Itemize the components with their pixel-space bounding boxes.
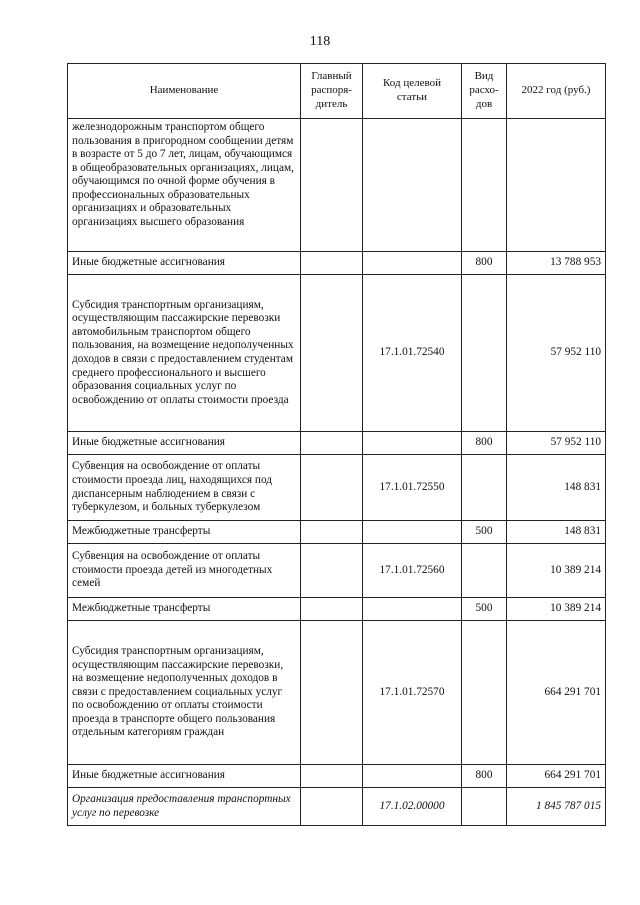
table-row bbox=[68, 119, 606, 252]
row-name: Межбюджетные трансферты bbox=[68, 598, 301, 621]
table-row bbox=[68, 621, 606, 765]
row-amount: 10 389 214 bbox=[507, 598, 606, 621]
table-row bbox=[68, 788, 606, 826]
row-expense-type bbox=[462, 455, 507, 521]
row-manager bbox=[301, 275, 363, 432]
row-expense-type bbox=[462, 621, 507, 765]
table-row bbox=[68, 432, 606, 455]
row-name: Иные бюджетные ассигнования bbox=[68, 765, 301, 788]
row-name: Организация предоставления транспортных услуг по перевозке bbox=[68, 788, 301, 826]
row-amount bbox=[507, 119, 606, 252]
row-name: Субсидия транспортным организациям, осуществляющим пассажирские перевозки автомобильным транспортом общего пользования, на возмещение недополученных доходов в связи с предоставлением студентам среднего профессионального и высшего образования социальных услуг по освобождению от оплаты стоимости проезда bbox=[68, 275, 301, 432]
row-manager bbox=[301, 119, 363, 252]
budget-table bbox=[67, 63, 606, 826]
row-amount: 57 952 110 bbox=[507, 275, 606, 432]
row-name: Субсидия транспортным организациям, осуществляющим пассажирские перевозки, на возмещение недополученных доходов в связи с предоставлением социальных услуг по освобождению от оплаты стоимости проезда в транспорте общего пользования отдельным категориям граждан bbox=[68, 621, 301, 765]
table-row bbox=[68, 252, 606, 275]
row-expense-type: 500 bbox=[462, 521, 507, 544]
header-expense-type: Вид расхо-дов bbox=[462, 64, 507, 119]
row-manager bbox=[301, 765, 363, 788]
table-row bbox=[68, 544, 606, 598]
row-name: Субвенция на освобождение от оплаты стоимости проезда детей из многодетных семей bbox=[68, 544, 301, 598]
table-row bbox=[68, 598, 606, 621]
row-manager bbox=[301, 621, 363, 765]
row-amount: 664 291 701 bbox=[507, 621, 606, 765]
table-row bbox=[68, 455, 606, 521]
row-code: 17.1.01.72570 bbox=[363, 621, 462, 765]
table-header-row bbox=[68, 64, 606, 119]
row-name: Иные бюджетные ассигнования bbox=[68, 432, 301, 455]
row-expense-type: 500 bbox=[462, 598, 507, 621]
header-year: 2022 год (руб.) bbox=[507, 64, 606, 119]
row-amount: 664 291 701 bbox=[507, 765, 606, 788]
row-expense-type bbox=[462, 544, 507, 598]
row-code bbox=[363, 521, 462, 544]
row-code bbox=[363, 119, 462, 252]
row-amount: 13 788 953 bbox=[507, 252, 606, 275]
table-row bbox=[68, 275, 606, 432]
page-number: 118 bbox=[309, 34, 331, 49]
row-amount: 57 952 110 bbox=[507, 432, 606, 455]
row-code: 17.1.01.72560 bbox=[363, 544, 462, 598]
header-code: Код целевой статьи bbox=[363, 64, 462, 119]
row-manager bbox=[301, 521, 363, 544]
row-amount: 10 389 214 bbox=[507, 544, 606, 598]
header-name: Наименование bbox=[68, 64, 301, 119]
row-name: Иные бюджетные ассигнования bbox=[68, 252, 301, 275]
row-name: железнодорожным транспортом общего пользования в пригородном сообщении детям в возрасте от 5 до 7 лет, лицам, обучающимся в общеобразовательных организациях, лицам, обучающимся по очной форме обучения в профессиональных образовательных организациях и образовательных организациях высшего образования bbox=[68, 119, 301, 252]
row-manager bbox=[301, 788, 363, 826]
row-amount: 148 831 bbox=[507, 521, 606, 544]
row-expense-type: 800 bbox=[462, 765, 507, 788]
row-expense-type bbox=[462, 119, 507, 252]
row-code bbox=[363, 598, 462, 621]
row-manager bbox=[301, 544, 363, 598]
row-code bbox=[363, 252, 462, 275]
row-expense-type bbox=[462, 788, 507, 826]
row-expense-type bbox=[462, 275, 507, 432]
row-manager bbox=[301, 598, 363, 621]
row-code: 17.1.01.72540 bbox=[363, 275, 462, 432]
row-code: 17.1.02.00000 bbox=[363, 788, 462, 826]
row-amount: 1 845 787 015 bbox=[507, 788, 606, 826]
table-row bbox=[68, 521, 606, 544]
header-manager: Главный распоря-дитель bbox=[301, 64, 363, 119]
row-manager bbox=[301, 432, 363, 455]
row-expense-type: 800 bbox=[462, 432, 507, 455]
row-manager bbox=[301, 252, 363, 275]
row-code: 17.1.01.72550 bbox=[363, 455, 462, 521]
row-manager bbox=[301, 455, 363, 521]
row-name: Субвенция на освобождение от оплаты стоимости проезда лиц, находящихся под диспансерным наблюдением в связи с туберкулезом, и больных туберкулезом bbox=[68, 455, 301, 521]
row-code bbox=[363, 432, 462, 455]
row-name: Межбюджетные трансферты bbox=[68, 521, 301, 544]
row-amount: 148 831 bbox=[507, 455, 606, 521]
table-row bbox=[68, 765, 606, 788]
row-code bbox=[363, 765, 462, 788]
row-expense-type: 800 bbox=[462, 252, 507, 275]
